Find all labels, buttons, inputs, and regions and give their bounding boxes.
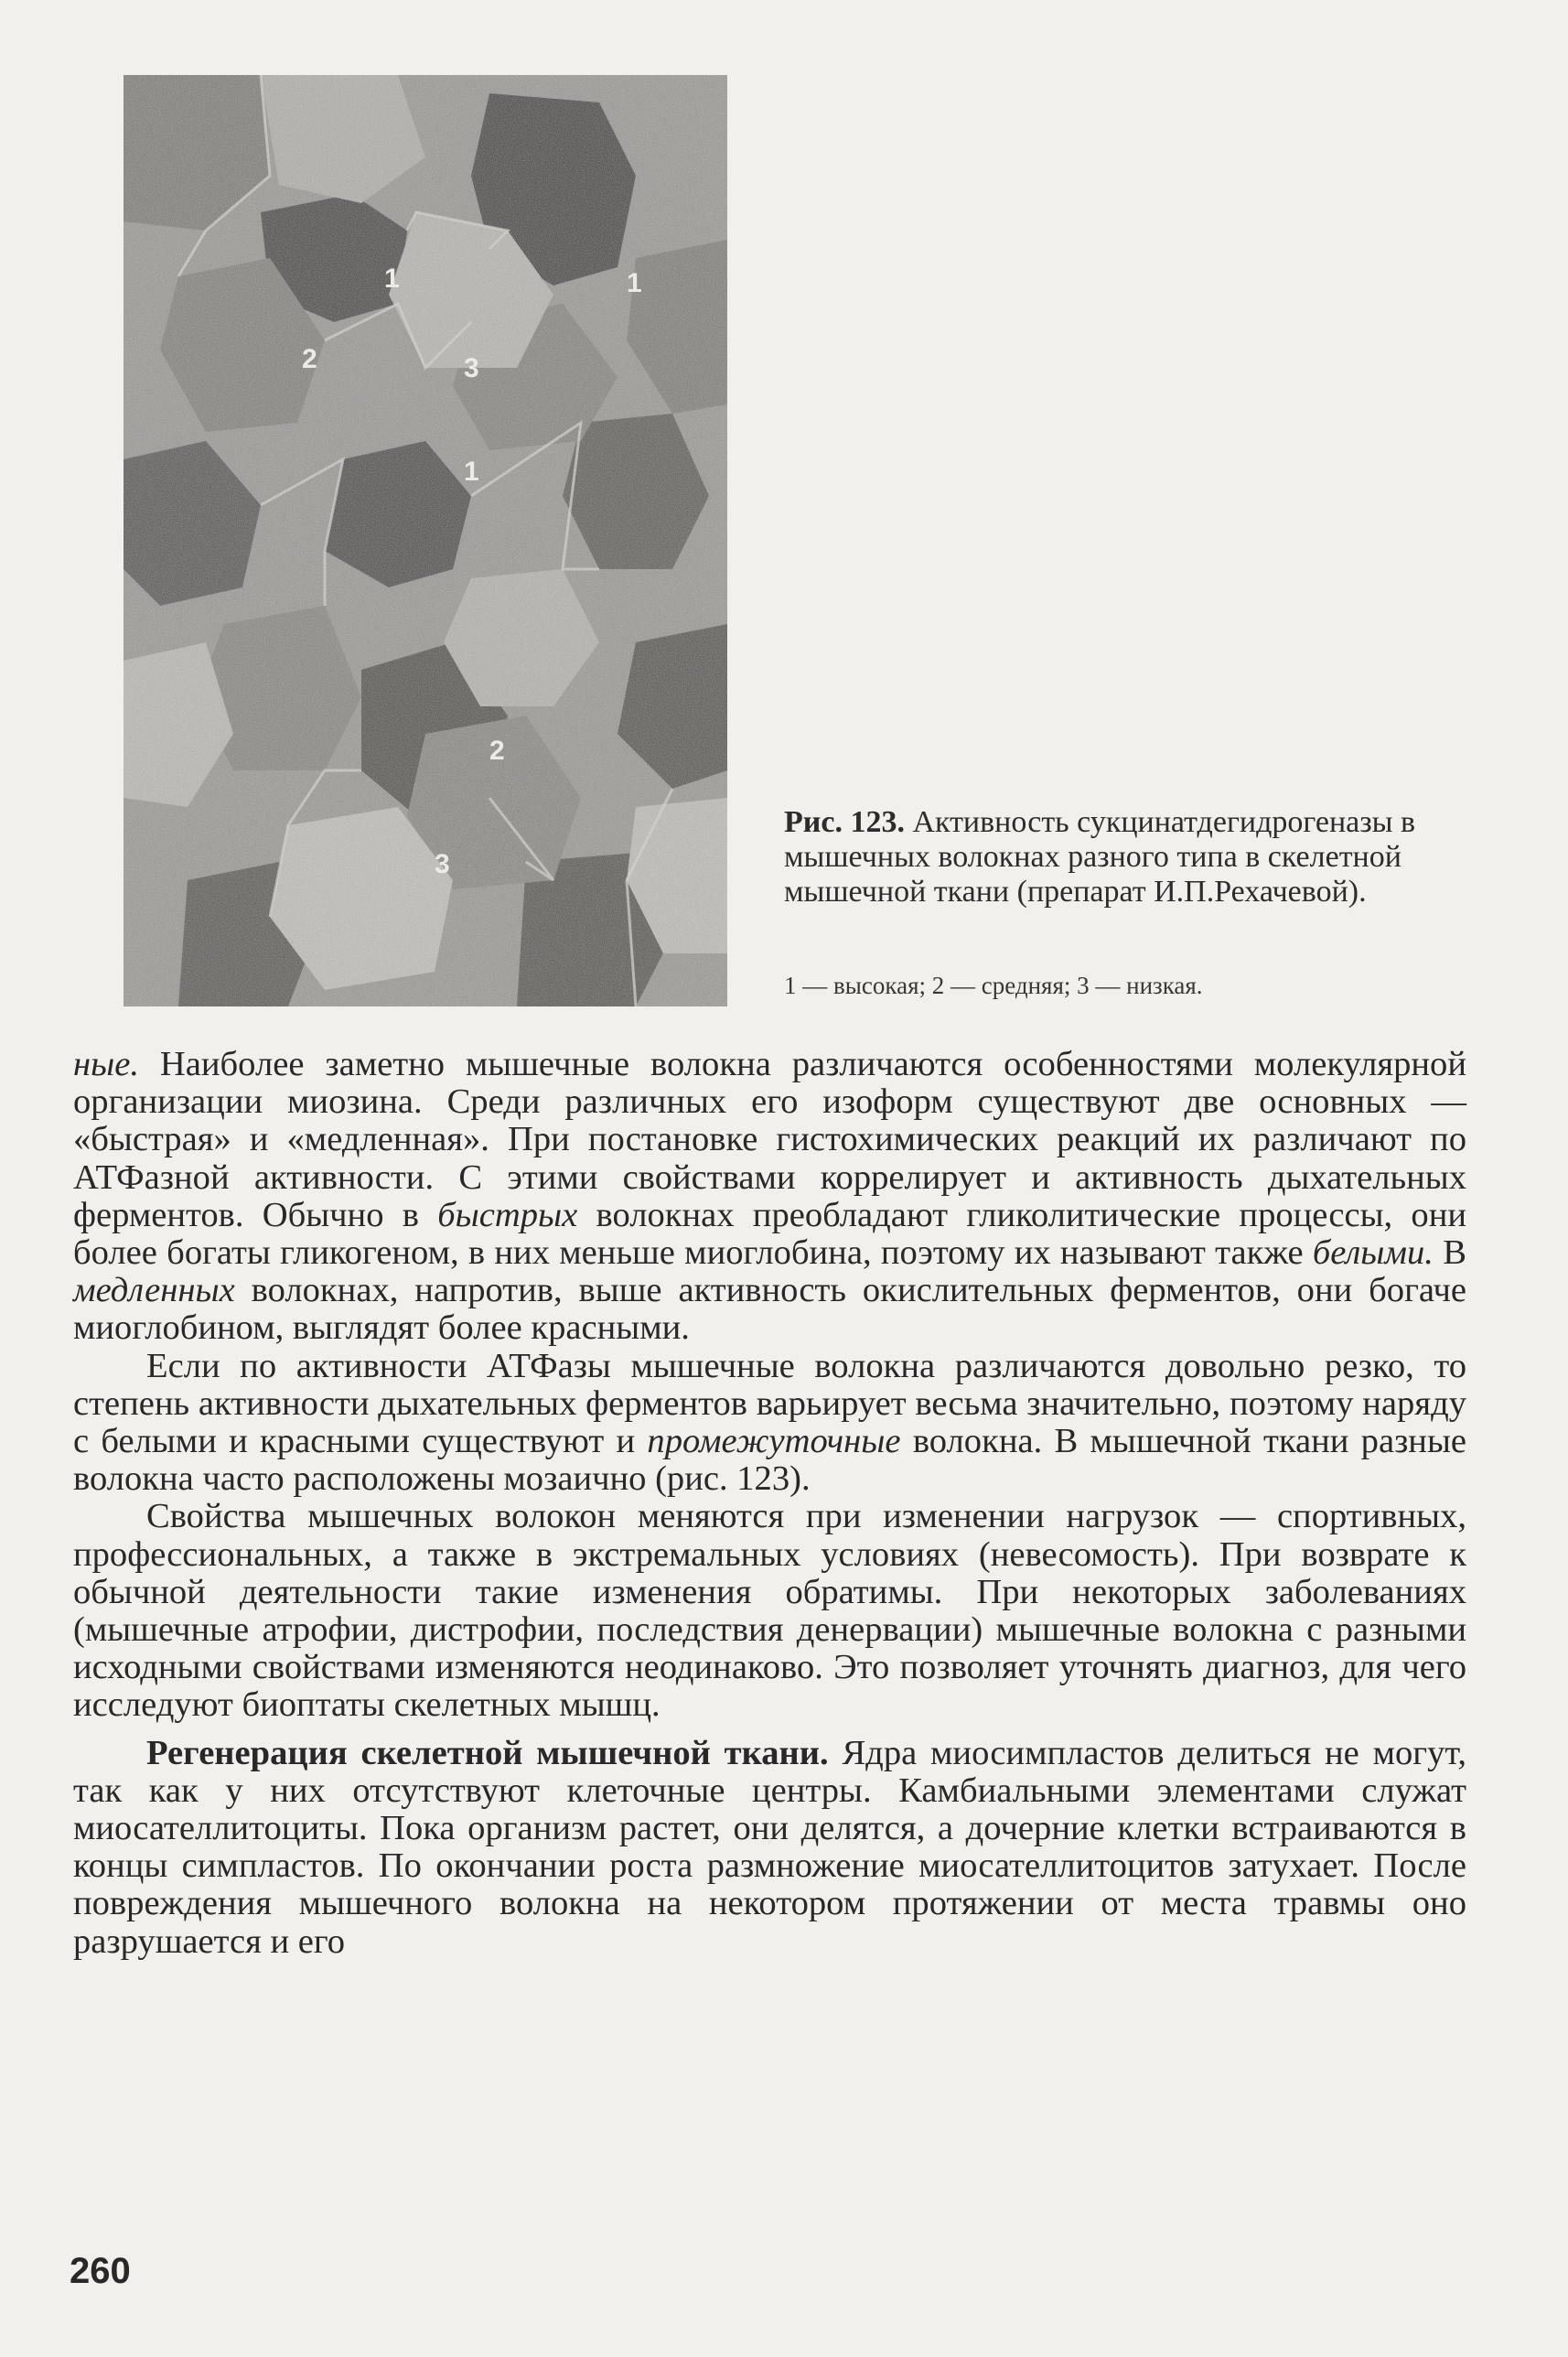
caption-text: Активность сукцинатдегидрогеназы в мышечных волокнах разного типа в скелетной мышечной ткани (препарат И.П.Рехачевой). bbox=[784, 805, 1416, 909]
p1-text-c: В bbox=[1433, 1233, 1466, 1273]
p1-text-b: волокнах преобладают гликолитические процессы, они более богаты гликогеном, в них меньше миоглобина, поэтому их называют также bbox=[73, 1195, 1466, 1273]
p1-text-d: волокнах, напротив, выше активность окислительных ферментов, они богаче миоглобином, выглядят более красными. bbox=[73, 1271, 1466, 1348]
micrograph-figure bbox=[124, 75, 727, 1006]
paragraph-3: Свойства мышечных волокон меняются при изменении нагрузок — спортивных, профессиональных, а также в экстремальных условиях (невесомость). При возврате к обычной деятельности такие изменения обратимы. При некоторых заболеваниях (мышечные атрофии, дистрофии, последствия денервации) мышечные волокна с разными исходными свойствами изменяются неодинаково. Это позволяет уточнять диагноз, для чего исследуют биоптаты скелетных мышц. bbox=[73, 1497, 1466, 1725]
fiber-label-3a: 3 bbox=[464, 353, 479, 383]
fiber-label-3b: 3 bbox=[435, 849, 450, 879]
body-text bbox=[73, 1046, 1466, 1961]
figure-caption bbox=[784, 805, 1443, 909]
p2-italic-intermediate: промежуточные bbox=[647, 1422, 901, 1461]
section-heading: Регенерация скелетной мышечной ткани. bbox=[146, 1733, 829, 1772]
fiber-label-2a: 2 bbox=[302, 344, 317, 374]
micrograph-image bbox=[124, 75, 727, 1006]
paragraph-1 bbox=[73, 1046, 1466, 1348]
fiber-label-1b: 1 bbox=[627, 268, 642, 298]
page-number: 260 bbox=[70, 2251, 131, 2291]
paragraph-4 bbox=[73, 1735, 1466, 1961]
paragraph-2 bbox=[73, 1348, 1466, 1499]
caption-label: Рис. 123. bbox=[784, 805, 905, 839]
p1-italic-white: белыми. bbox=[1312, 1233, 1434, 1273]
p1-italic-start: ные. bbox=[73, 1045, 140, 1083]
p1-italic-slow: медленных bbox=[73, 1271, 235, 1310]
p2-text-b: волокна. В мышечной ткани разные волокна часто расположены мозаично (рис. 123). bbox=[73, 1422, 1466, 1499]
p1-text-a: Наиболее заметно мышечные волокна различаются особенностями молекулярной организации миозина. Среди различных его изоформ существуют две основных — «быстрая» и «медленная». При постановке гистохимических реакций их различают по АТФазной активности. С этими свойствами коррелирует и активность дыхательных ферментов. Обычно в bbox=[73, 1045, 1466, 1234]
fiber-label-1c: 1 bbox=[464, 457, 479, 487]
p1-italic-fast: быстрых bbox=[437, 1195, 578, 1234]
fiber-label-1a: 1 bbox=[384, 264, 400, 294]
p4-text: Ядра миосимпластов делиться не могут, так как у них отсутствуют клеточные центры. Камбиальными элементами служат миосателлитоциты. Пока организм растет, они делятся, а дочерние клетки встраиваются в концы симпластов. По окончании роста размножение миосателлитоцитов затухает. После повреждения мышечного волокна на некотором протяжении от места травмы оно разрушается и его bbox=[73, 1733, 1466, 1961]
p2-text-a: Если по активности АТФазы мышечные волокна различаются довольно резко, то степень активности дыхательных ферментов варьирует весьма значительно, поэтому наряду с белыми и красными существуют и bbox=[73, 1346, 1466, 1461]
fiber-label-2b: 2 bbox=[489, 736, 505, 766]
figure-legend: 1 — высокая; 2 — средняя; 3 — низкая. bbox=[784, 972, 1203, 999]
